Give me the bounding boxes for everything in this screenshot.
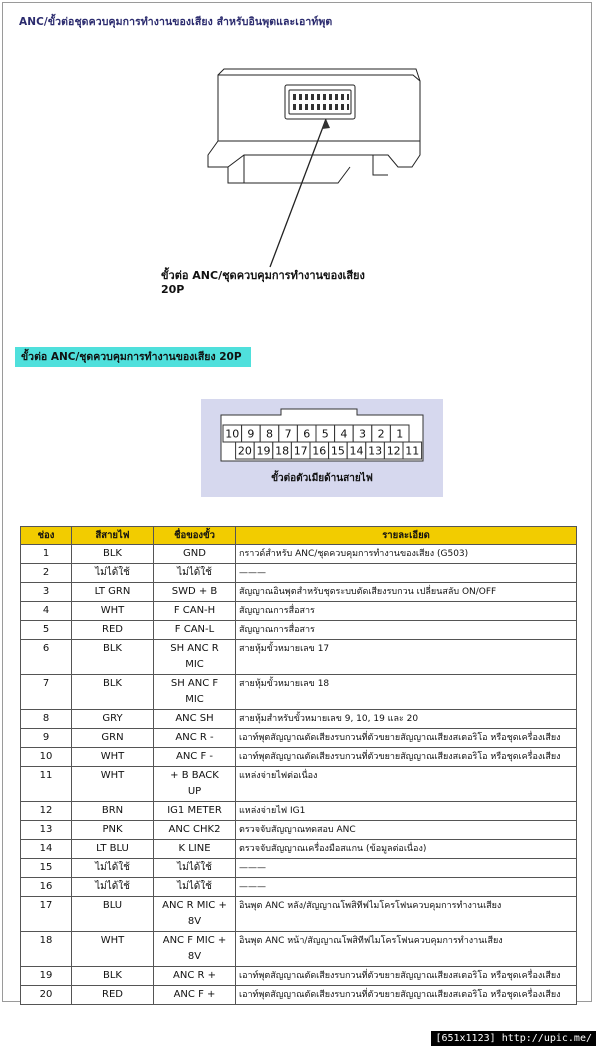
cell-pin: 7 <box>21 675 72 710</box>
header-terminal-name: ชื่อของขั้ว <box>154 527 236 545</box>
pin-number-label: 16 <box>312 444 327 458</box>
cell-wire-color: RED <box>72 621 154 640</box>
cell-wire-color: BLK <box>72 640 154 675</box>
pin-number-label: 13 <box>368 444 383 458</box>
cell-description: ——— <box>236 564 577 583</box>
cell-pin: 2 <box>21 564 72 583</box>
pin-number-label: 9 <box>247 427 255 441</box>
cell-description: สายหุ้มสำหรับขั้วหมายเลข 9, 10, 19 และ 20 <box>236 710 577 729</box>
cell-pin: 11 <box>21 767 72 802</box>
cell-pin: 8 <box>21 710 72 729</box>
cell-terminal-name: ไม่ได้ใช้ <box>154 564 236 583</box>
table-row <box>21 767 577 802</box>
header-description: รายละเอียด <box>236 527 577 545</box>
cell-wire-color: WHT <box>72 767 154 802</box>
header-wire-color: สีสายไฟ <box>72 527 154 545</box>
cell-terminal-name: ANC F MIC + 8V <box>154 932 236 967</box>
connector-caption: ขั้วต่อตัวเมียด้านสายไฟ <box>271 473 373 484</box>
table-row <box>21 545 577 564</box>
header-pin: ช่อง <box>21 527 72 545</box>
table-row <box>21 675 577 710</box>
document-frame <box>2 2 592 1002</box>
cell-description: เอาท์พุตสัญญาณตัดเสียงรบกวนที่ตัวขยายสัญญาณเสียงสเตอริโอ หรือชุดเครื่องเสียง <box>236 986 577 1005</box>
cell-terminal-name: F CAN-L <box>154 621 236 640</box>
watermark-url: http://upic.me/ <box>501 1033 592 1044</box>
cell-terminal-name: SH ANC R MIC <box>154 640 236 675</box>
cell-wire-color: PNK <box>72 821 154 840</box>
cell-wire-color: BRN <box>72 802 154 821</box>
cell-pin: 18 <box>21 932 72 967</box>
callout-label-line1: ขั้วต่อ ANC/ชุดควบคุมการทำงานของเสียง <box>161 269 365 282</box>
cell-wire-color: WHT <box>72 932 154 967</box>
cell-terminal-name: ANC R + <box>154 967 236 986</box>
cell-pin: 9 <box>21 729 72 748</box>
cell-wire-color: ไม่ได้ใช้ <box>72 564 154 583</box>
cell-terminal-name: ไม่ได้ใช้ <box>154 878 236 897</box>
pin-number-label: 15 <box>330 444 345 458</box>
cell-description: อินพุต ANC หลัง/สัญญาณโพสิทีฟไมโครโฟนควบคุมการทำงานเสียง <box>236 897 577 932</box>
table-row <box>21 821 577 840</box>
table-row <box>21 710 577 729</box>
cell-wire-color: LT GRN <box>72 583 154 602</box>
cell-terminal-name: + B BACK UP <box>154 767 236 802</box>
cell-terminal-name: GND <box>154 545 236 564</box>
connector-face-panel <box>201 399 443 497</box>
cell-terminal-name: ANC SH <box>154 710 236 729</box>
cell-terminal-name: SH ANC F MIC <box>154 675 236 710</box>
table-row <box>21 878 577 897</box>
cell-wire-color: GRN <box>72 729 154 748</box>
cell-description: สัญญาณการสื่อสาร <box>236 602 577 621</box>
pin-number-label: 1 <box>396 427 404 441</box>
table-header-row <box>21 527 577 545</box>
cell-pin: 14 <box>21 840 72 859</box>
cell-pin: 13 <box>21 821 72 840</box>
table-row <box>21 897 577 932</box>
pin-number-label: 7 <box>284 427 292 441</box>
pin-number-label: 2 <box>377 427 385 441</box>
cell-wire-color: BLK <box>72 545 154 564</box>
callout-label-line2: 20P <box>161 283 185 296</box>
cell-terminal-name: F CAN-H <box>154 602 236 621</box>
cell-wire-color: RED <box>72 986 154 1005</box>
cell-wire-color: BLK <box>72 675 154 710</box>
cell-wire-color: LT BLU <box>72 840 154 859</box>
cell-pin: 16 <box>21 878 72 897</box>
cell-description: แหล่งจ่ายไฟต่อเนื่อง <box>236 767 577 802</box>
page-title: ANC/ขั้วต่อชุดควบคุมการทำงานของเสียง สำหรับอินพุตและเอาท์พุต <box>19 16 333 28</box>
cell-pin: 19 <box>21 967 72 986</box>
cell-description: สายหุ้มขั้วหมายเลข 18 <box>236 675 577 710</box>
table-row <box>21 932 577 967</box>
cell-description: ตรวจจับสัญญาณทดสอบ ANC <box>236 821 577 840</box>
cell-description: สายหุ้มขั้วหมายเลข 17 <box>236 640 577 675</box>
cell-terminal-name: IG1 METER <box>154 802 236 821</box>
anc-unit-illustration <box>188 63 448 303</box>
cell-description: เอาท์พุตสัญญาณตัดเสียงรบกวนที่ตัวขยายสัญญาณเสียงสเตอริโอ หรือชุดเครื่องเสียง <box>236 729 577 748</box>
table-row <box>21 859 577 878</box>
cell-pin: 5 <box>21 621 72 640</box>
cell-wire-color: GRY <box>72 710 154 729</box>
cell-description: กราวด์สำหรับ ANC/ชุดควบคุมการทำงานของเสียง (G503) <box>236 545 577 564</box>
cell-terminal-name: ANC R MIC + 8V <box>154 897 236 932</box>
pin-number-label: 8 <box>266 427 273 441</box>
table-row <box>21 986 577 1005</box>
cell-wire-color: ไม่ได้ใช้ <box>72 878 154 897</box>
cell-description: ตรวจจับสัญญาณเครื่องมือสแกน (ข้อมูลต่อเนื่อง) <box>236 840 577 859</box>
table-row <box>21 840 577 859</box>
pin-number-label: 18 <box>275 444 290 458</box>
pin-number-label: 4 <box>340 427 348 441</box>
cell-description: ——— <box>236 859 577 878</box>
cell-wire-color: WHT <box>72 748 154 767</box>
pin-table-body <box>21 545 577 1005</box>
table-row <box>21 564 577 583</box>
table-row <box>21 729 577 748</box>
cell-pin: 3 <box>21 583 72 602</box>
cell-pin: 10 <box>21 748 72 767</box>
pin-number-label: 20 <box>237 444 252 458</box>
cell-terminal-name: SWD + B <box>154 583 236 602</box>
watermark <box>431 1031 596 1046</box>
section-heading: ขั้วต่อ ANC/ชุดควบคุมการทำงานของเสียง 20P <box>15 347 251 367</box>
cell-wire-color: WHT <box>72 602 154 621</box>
cell-terminal-name: ANC F - <box>154 748 236 767</box>
pin-number-label: 12 <box>386 444 401 458</box>
cell-description: สัญญาณอินพุตสำหรับชุดระบบตัดเสียงรบกวน เปลี่ยนสลับ ON/OFF <box>236 583 577 602</box>
pin-number-label: 19 <box>256 444 271 458</box>
cell-pin: 6 <box>21 640 72 675</box>
cell-pin: 17 <box>21 897 72 932</box>
cell-wire-color: ไม่ได้ใช้ <box>72 859 154 878</box>
cell-pin: 1 <box>21 545 72 564</box>
cell-description: ——— <box>236 878 577 897</box>
table-row <box>21 967 577 986</box>
cell-description: เอาท์พุตสัญญาณตัดเสียงรบกวนที่ตัวขยายสัญญาณเสียงสเตอริโอ หรือชุดเครื่องเสียง <box>236 967 577 986</box>
cell-wire-color: BLK <box>72 967 154 986</box>
pin-number-label: 10 <box>225 427 240 441</box>
table-row <box>21 602 577 621</box>
pin-number-label: 14 <box>349 444 364 458</box>
cell-description: อินพุต ANC หน้า/สัญญาณโพสิทีฟไมโครโฟนควบคุมการทำงานเสียง <box>236 932 577 967</box>
pin-number-label: 17 <box>293 444 308 458</box>
cell-description: เอาท์พุตสัญญาณตัดเสียงรบกวนที่ตัวขยายสัญญาณเสียงสเตอริโอ หรือชุดเครื่องเสียง <box>236 748 577 767</box>
pin-number-label: 11 <box>405 444 420 458</box>
pin-number-label: 6 <box>303 427 311 441</box>
watermark-size: [651x1123] <box>435 1033 496 1044</box>
cell-pin: 4 <box>21 602 72 621</box>
cell-wire-color: BLU <box>72 897 154 932</box>
table-row <box>21 802 577 821</box>
connector-callout-label <box>161 269 365 297</box>
table-row <box>21 640 577 675</box>
table-row <box>21 583 577 602</box>
cell-terminal-name: ANC F + <box>154 986 236 1005</box>
cell-terminal-name: K LINE <box>154 840 236 859</box>
table-row <box>21 621 577 640</box>
cell-pin: 20 <box>21 986 72 1005</box>
cell-description: แหล่งจ่ายไฟ IG1 <box>236 802 577 821</box>
pin-table <box>20 526 577 1005</box>
connector-face-diagram <box>201 399 443 471</box>
table-row <box>21 748 577 767</box>
cell-terminal-name: ไม่ได้ใช้ <box>154 859 236 878</box>
cell-description: สัญญาณการสื่อสาร <box>236 621 577 640</box>
cell-pin: 15 <box>21 859 72 878</box>
pin-number-label: 3 <box>359 427 366 441</box>
cell-terminal-name: ANC R - <box>154 729 236 748</box>
cell-terminal-name: ANC CHK2 <box>154 821 236 840</box>
cell-pin: 12 <box>21 802 72 821</box>
pin-number-label: 5 <box>321 427 329 441</box>
